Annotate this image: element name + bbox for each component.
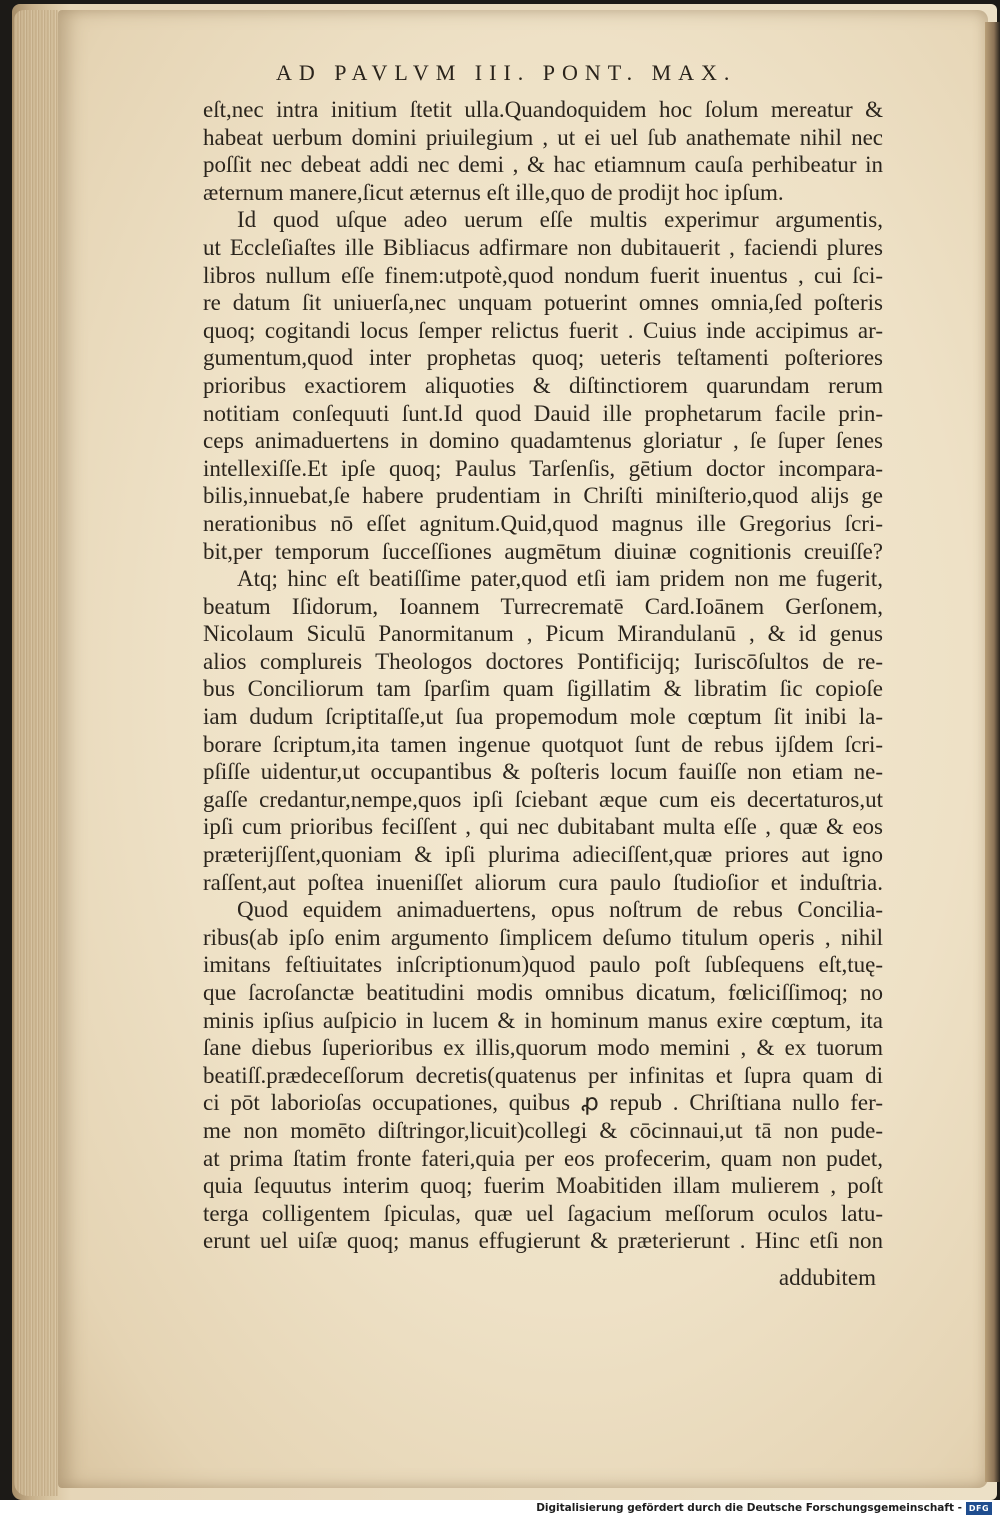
text-line: beatum Iſidorum, Ioannem Turrecrematē Card.Ioānem Gerſonem, <box>203 593 883 619</box>
text-line: ci pōt laborioſas occupationes, quibus ꝓ repub . Chriſtiana nullo fer- <box>203 1090 883 1116</box>
page-edges <box>14 10 58 1496</box>
text-line: bit,per temporum ſucceſſiones augmētum diuinæ cognitionis creuiſſe? <box>203 538 883 564</box>
text-line: habeat uerbum domini priuilegium , ut ei uel ſub anathemate nihil nec <box>203 124 883 150</box>
text-line: me non momēto diſtringor,licuit)collegi & cōcinnaui,ut tā non pude- <box>203 1117 883 1143</box>
right-page-edge <box>985 22 1000 1482</box>
running-head: AD PAVLVM III. PONT. MAX. <box>276 60 737 85</box>
text-line: ſane diebus ſuperioribus ex illis,quorum modo memini , & ex tuorum <box>203 1035 883 1061</box>
text-line: intellexiſſe.Et ipſe quoq; Paulus Tarſenſis, gētium doctor incompara- <box>203 455 883 481</box>
text-line: quoq; cogitandi locus ſemper relictus fuerit . Cuius inde accipimus ar- <box>203 317 883 343</box>
text-line: quia ſequutus interim quoq; fuerim Moabitiden illam mulierem , poſt <box>203 1173 883 1199</box>
text-line: erunt uel uiſæ quoq; manus effugierunt & præterierunt . Hinc etſi non <box>203 1228 883 1254</box>
text-line: Atq; hinc eſt beatiſſime pater,quod etſi iam pridem non me fugerit, <box>237 566 883 592</box>
text-line: imitans feſtiuitates inſcriptionum)quod paulo poſt ſubſequens eſt,tuę- <box>203 952 883 978</box>
text-line: ribus(ab ipſo enim argumento ſimplicem deſumo titulum operis , nihil <box>203 924 883 950</box>
text-line: ipſi cum prioribus feciſſent , qui nec dubitabant multa eſſe , quæ & eos <box>203 814 883 840</box>
text-line: alios complureis Theologos doctores Pontificijq; Iuriscōſultos de re- <box>203 648 883 674</box>
text-line: præterijſſent,quoniam & ipſi plurima adieciſſent,quæ priores aut igno <box>203 842 883 868</box>
body-text <box>203 96 883 1255</box>
text-line: poſſit nec debeat addi nec demi , & hac etiamnum cauſa perhibeatur in <box>203 152 883 178</box>
text-line: que ſacroſanctæ beatitudini modis omnibus dicatum, fœliciſſimoq; no <box>203 980 883 1005</box>
text-line: re datum ſit uniuerſa,nec unquam potuerint omnes omnia,ſed poſteris <box>203 290 883 316</box>
text-line: minis ipſius auſpicio in lucem & in hominum manus exire cœptum, ita <box>203 1007 883 1033</box>
text-line: Quod equidem animaduertens, opus noſtrum de rebus Concilia- <box>237 897 883 923</box>
text-line: notitiam conſequuti ſunt.Id quod Dauid ille prophetarum facile prin- <box>203 400 883 426</box>
text-line: Id quod uſque adeo uerum eſſe multis experimur argumentis, <box>237 207 883 233</box>
dfg-logo: DFG <box>966 1502 992 1515</box>
text-line: beatiſſ.prædeceſſorum decretis(quatenus per infinitas et ſupra quam di <box>203 1062 883 1088</box>
text-line: terga colligentem ſpiculas, quæ uel ſagacium meſſorum oculos latu- <box>203 1200 883 1226</box>
text-line: iam dudum ſcriptitaſſe,ut ſua propemodum mole cœptum ſit inibi la- <box>203 704 883 730</box>
text-line: raſſent,aut poſtea inueniſſet aliorum cura paulo ſtudioſior et induſtria. <box>203 869 883 895</box>
text-line: ut Eccleſiaſtes ille Bibliacus adfirmare non dubitauerit , faciendi plures <box>203 234 883 260</box>
text-line: eſt,nec intra initium ſtetit ulla.Quandoquidem hoc ſolum mereatur & <box>203 97 883 122</box>
text-line: æternum manere,ſicut æternus eſt ille,quo de prodijt hoc ipſum. <box>203 179 784 205</box>
text-line: bilis,innuebat,ſe habere prudentiam in Chriſti miniſterio,quod alijs ge <box>203 483 883 509</box>
text-line: prioribus exactiorem aliquoties & diſtinctiorem quarundam rerum <box>203 372 883 398</box>
text-line: borare ſcriptum,ita tamen ingenue quotquot ſunt de rebus ijſdem ſcri- <box>203 731 883 757</box>
text-line: bus Conciliorum tam ſparſim quam ſigillatim & libratim ſic copioſe <box>203 676 883 702</box>
funding-credit: Digitalisierung gefördert durch die Deutsche Forschungsgemeinschaft - <box>536 1502 962 1514</box>
text-line: nerationibus nō eſſet agnitum.Quid,quod magnus ille Gregorius ſcri- <box>203 510 883 536</box>
text-line: libros nullum eſſe finem:utpotè,quod nondum fuerit inuentus , cui ſci- <box>203 262 883 288</box>
text-line: at prima ſtatim fronte fateri,quia per eos profecerim, quam non pudet, <box>203 1145 883 1171</box>
text-line: pſiſſe uidentur,ut occupantibus & poſteris locum fauiſſe non etiam ne- <box>203 759 883 785</box>
text-line: gaſſe credantur,nempe,quos ipſi ſciebant æque cum eis decertaturos,ut <box>203 786 883 812</box>
text-line: Nicolaum Siculū Panormitanum , Picum Mirandulanū , & id genus <box>203 621 883 647</box>
catchword: addubitem <box>778 1265 876 1290</box>
text-line: ceps animaduertens in domino quadamtenus gloriatur , ſe ſuper ſenes <box>203 428 883 454</box>
text-line: gumentum,quod inter prophetas quoq; ueteris teſtamenti poſteriores <box>203 345 883 371</box>
